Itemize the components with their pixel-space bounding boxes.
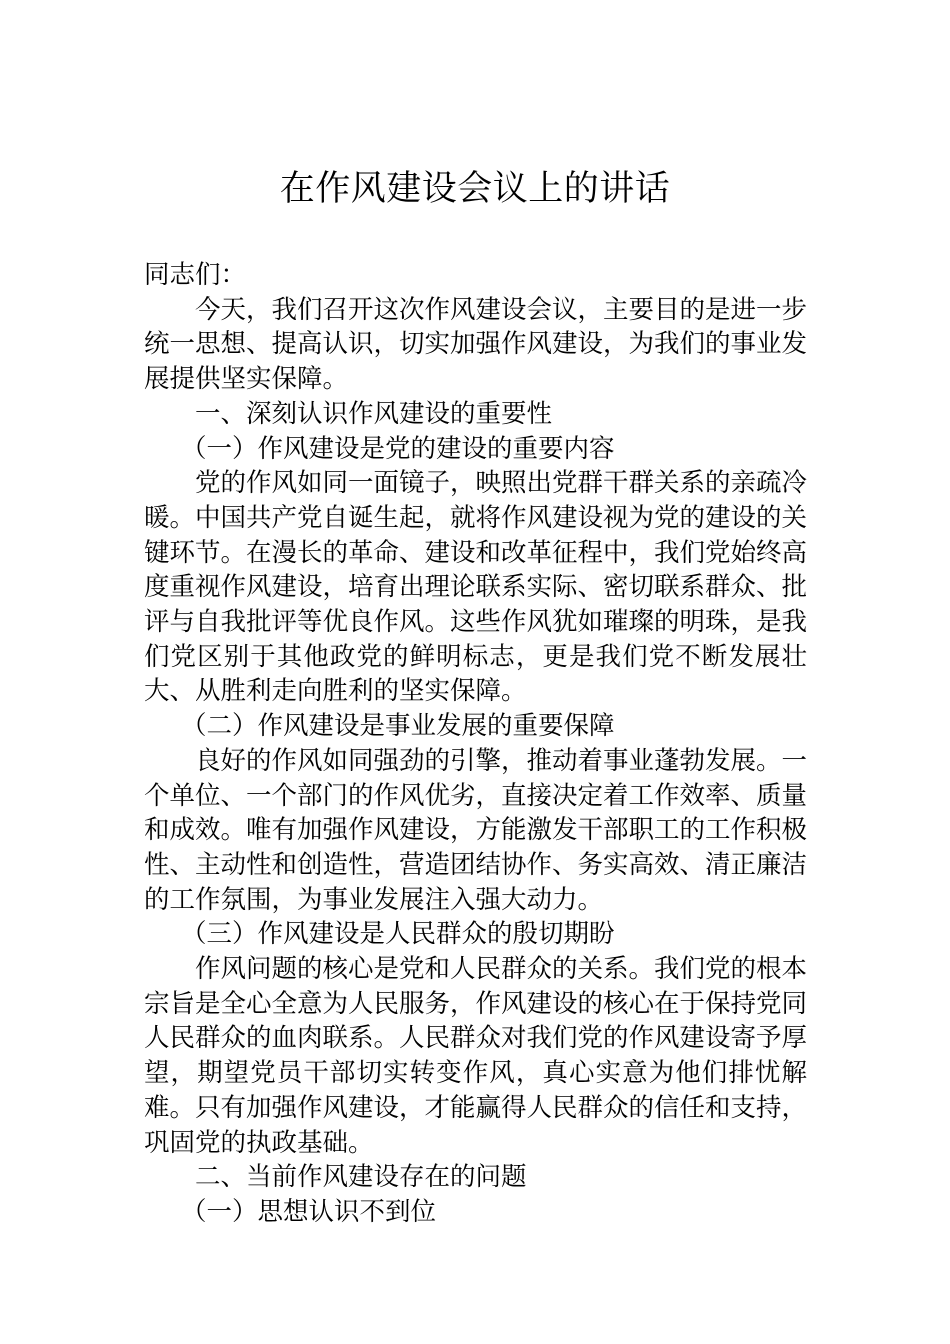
body-paragraph: 良好的作风如同强劲的引擎，推动着事业蓬勃发展。一个单位、一个部门的作风优劣，直接决定着工作效率、质量和成效。唯有加强作风建设，方能激发干部职工的工作积极性、主动性和创造性，营造团结协作、务实高效、清正廉洁的工作氛围，为事业发展注入强大动力。 xyxy=(144,745,808,915)
subsection-heading: （三）作风建设是人民群众的殷切期盼 xyxy=(181,919,615,950)
body-paragraph: 今天，我们召开这次作风建设会议，主要目的是进一步统一思想、提高认识，切实加强作风建设，为我们的事业发展提供坚实保障。 xyxy=(144,294,808,395)
body-paragraph: 作风问题的核心是党和人民群众的关系。我们党的根本宗旨是全心全意为人民服务，作风建设的核心在于保持党同人民群众的血肉联系。人民群众对我们党的作风建设寄予厚望，期望党员干部切实转变作风，真心实意为他们排忧解难。只有加强作风建设，才能赢得人民群众的信任和支持，巩固党的执政基础。 xyxy=(144,954,808,1158)
subsection-heading: （一）作风建设是党的建设的重要内容 xyxy=(181,433,615,464)
body-paragraph: 党的作风如同一面镜子，映照出党群干群关系的亲疏冷暖。中国共产党自诞生起，就将作风建设视为党的建设的关键环节。在漫长的革命、建设和改革征程中，我们党始终高度重视作风建设，培育出理论联系实际、密切联系群众、批评与自我批评等优良作风。这些作风犹如璀璨的明珠，是我们党区别于其他政党的鲜明标志，更是我们党不断发展壮大、从胜利走向胜利的坚实保障。 xyxy=(144,468,808,707)
section-heading: 二、当前作风建设存在的问题 xyxy=(195,1162,527,1193)
subsection-heading: （一）思想认识不到位 xyxy=(181,1196,437,1227)
document-title: 在作风建设会议上的讲话 xyxy=(279,169,671,209)
salutation: 同志们： xyxy=(144,260,247,290)
section-heading: 一、深刻认识作风建设的重要性 xyxy=(195,398,553,429)
subsection-heading: （二）作风建设是事业发展的重要保障 xyxy=(181,711,615,742)
document-body xyxy=(144,258,807,1230)
